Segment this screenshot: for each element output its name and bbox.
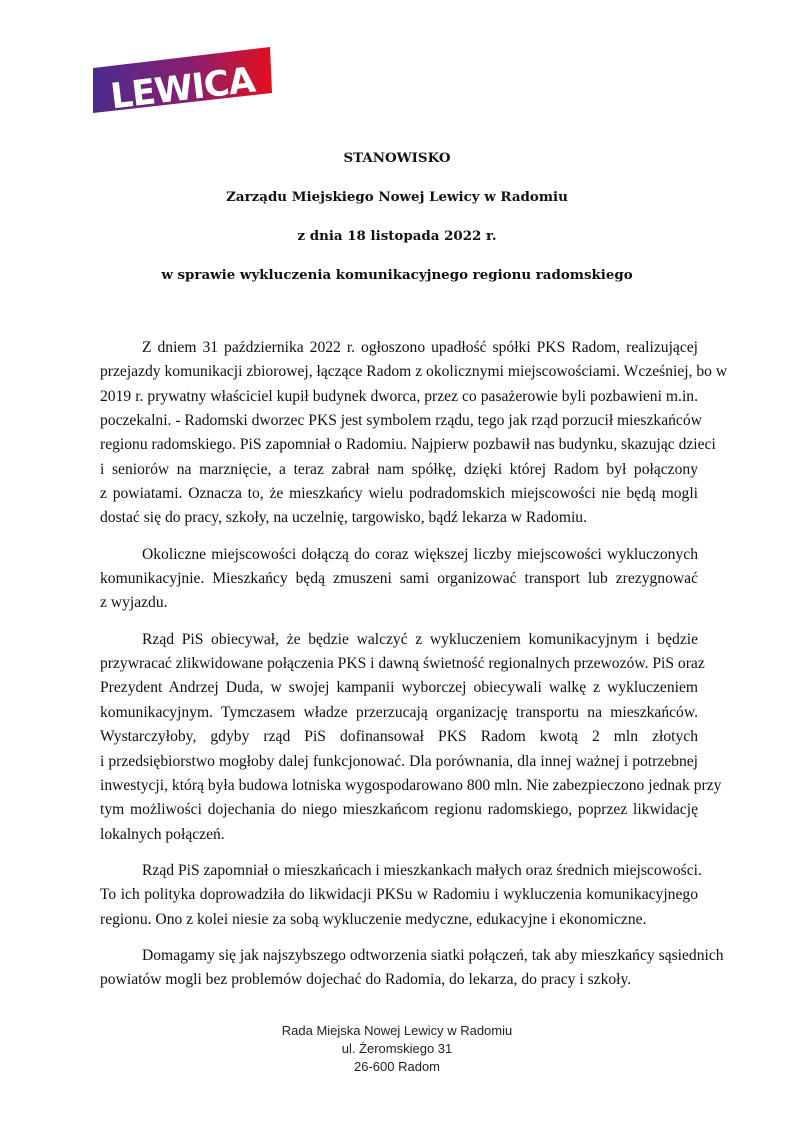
paragraph-line: z powiatami. Oznacza to, że mieszkańcy wielu podradomskich miejscowości nie będą mogli xyxy=(100,485,698,503)
paragraph-line: Wystarczyłoby, gdyby rząd PiS dofinansował PKS Radom kwotą 2 mln złotych xyxy=(100,728,698,746)
lewica-logo xyxy=(90,42,276,118)
paragraph-line: Rząd PiS obiecywał, że będzie walczyć z wykluczeniem komunikacyjnym i będzie xyxy=(142,630,698,648)
paragraph xyxy=(100,944,724,993)
paragraph-line: Prezydent Andrzej Duda, w swojej kampanii wyborczej obiecywali walkę z wykluczeniem xyxy=(100,679,698,697)
paragraph-line: 2019 r. prywatny właściciel kupił budynek dworca, przez co pasażerowie byli pozbawieni m.in. xyxy=(100,387,698,405)
paragraph-line: poczekalni. - Radomski dworzec PKS jest symbolem rządu, tego jak rząd porzucił mieszkańców xyxy=(100,412,702,430)
document-title: STANOWISKO xyxy=(343,150,451,166)
paragraph-line: regionu. Ono z kolei niesie za sobą wykluczenie medyczne, edukacyjne i ekonomiczne. xyxy=(100,910,647,928)
paragraph-line: i przedsiębiorstwo mogłoby dalej funkcjonować. Dla porównania, dla innej ważnej i potrzebnej xyxy=(100,752,698,770)
document-body xyxy=(100,336,728,1005)
paragraph-line: To ich polityka doprowadziła do likwidacji PKSu w Radomiu i wykluczenia komunikacyjnego xyxy=(100,886,698,904)
document-subject: w sprawie wykluczenia komunikacyjnego regionu radomskiego xyxy=(161,267,633,283)
paragraph-line: komunikacyjnym. Tymczasem władze przerzucają organizację transportu na mieszkańców. xyxy=(100,703,698,721)
paragraph xyxy=(100,628,722,847)
footer-address xyxy=(0,1022,794,1076)
paragraph-line: przywracać zlikwidowane połączenia PKS i dawną świetność regionalnych przewozów. PiS oraz xyxy=(100,655,705,673)
document-date: z dnia 18 listopada 2022 r. xyxy=(297,228,497,244)
paragraph-line: Okoliczne miejscowości dołączą do coraz większej liczby miejscowości wykluczonych xyxy=(142,545,698,563)
paragraph-line: powiatów mogli bez problemów dojechać do Radomia, do lekarza, do pracy i szkoły. xyxy=(100,971,632,989)
footer-street: ul. Żeromskiego 31 xyxy=(341,1041,453,1056)
paragraph xyxy=(100,859,702,932)
paragraph-line: komunikacyjnie. Mieszkańcy będą zmuszeni sami organizować transport lub zrezygnować xyxy=(100,570,698,588)
paragraph-line: inwestycji, którą była budowa lotniska wygospodarowano 800 mln. Nie zabezpieczono jednak przy xyxy=(100,776,722,794)
paragraph-line: Domagamy się jak najszybszego odtworzenia siatki połączeń, tak aby mieszkańcy sąsiednich xyxy=(142,946,724,964)
paragraph xyxy=(100,336,728,531)
paragraph xyxy=(100,543,698,616)
footer-organization: Rada Miejska Nowej Lewicy w Radomiu xyxy=(281,1023,513,1038)
svg-text:LEWICA: LEWICA xyxy=(108,60,257,118)
paragraph-line: tym możliwości dojechania do niego mieszkańcom regionu radomskiego, poprzez likwidację xyxy=(100,801,698,819)
paragraph-line: z wyjazdu. xyxy=(100,594,168,612)
paragraph-line: przejazdy komunikacji zbiorowej, łączące Radom z okolicznymi miejscowościami. Wcześniej, bo w xyxy=(100,363,728,381)
paragraph-line: regionu radomskiego. PiS zapomniał o Radomiu. Najpierw pozbawił nas budynku, skazując dzieci xyxy=(100,436,716,454)
document-subtitle: Zarządu Miejskiego Nowej Lewicy w Radomiu xyxy=(226,189,568,205)
paragraph-line: Z dniem 31 października 2022 r. ogłoszono upadłość spółki PKS Radom, realizującej xyxy=(142,339,698,356)
paragraph-line: i seniorów na marznięcie, a teraz zabrał nam spółkę, dzięki której Radom był połączony xyxy=(100,460,698,478)
paragraph-line: dostać się do pracy, szkoły, na uczelnię, targowisko, bądź lekarza w Radomiu. xyxy=(100,509,587,527)
paragraph-line: lokalnych połączeń. xyxy=(100,825,225,843)
footer-city: 26-600 Radom xyxy=(354,1059,440,1074)
paragraph-line: Rząd PiS zapomniał o mieszkańcach i mieszkankach małych oraz średnich miejscowości. xyxy=(142,861,702,879)
